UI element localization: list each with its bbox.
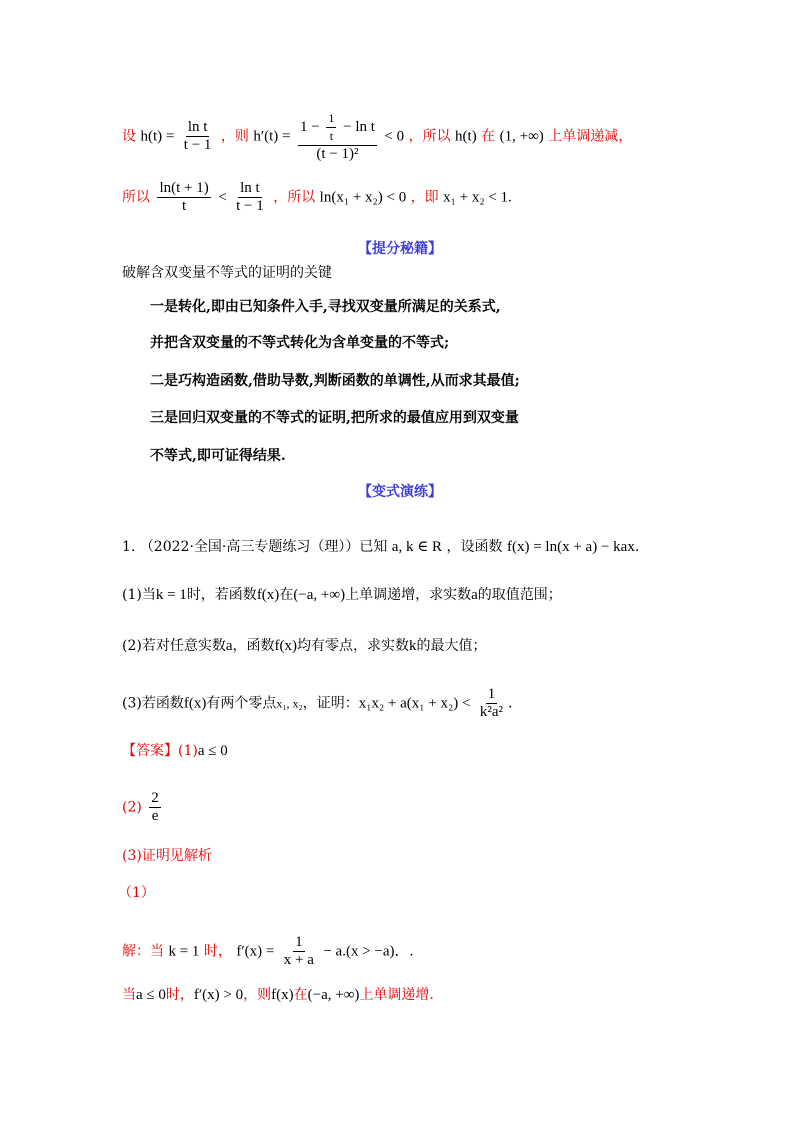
fraction-hp (298, 110, 377, 163)
ht-numerator: ln t (187, 119, 208, 135)
problem-source: （2022·全国·高三专题练习（理））已知 (139, 539, 388, 555)
tip-5: 不等式,即可证得结果. (150, 448, 286, 464)
interval-1: (1, +∞) (499, 128, 544, 145)
hp-less-zero: < 0 (384, 128, 405, 145)
answer-label: 【答案】 (122, 743, 178, 759)
hp-numerator: 1 − $\frac{1}{t}$ − ln t (298, 110, 377, 146)
answer-line-1: 【答案】(1)a ≤ 0 (122, 743, 228, 759)
solution-line-1: 解：当 k = 1 时， f′(x) = $\frac{1}{x + a}$ − a.(x > −a)．. (122, 934, 414, 968)
hp-denominator: (t − 1)² (316, 146, 359, 162)
tip-4: 三是回归双变量的不等式的证明,把所求的最值应用到双变量 (150, 410, 519, 426)
tips-intro: 破解含双变量不等式的证明的关键 (122, 265, 332, 281)
line-conclusion: 所以 $\frac{\ln(t + 1)}{t}$ < $\frac{\text{ln t}}{t - 1}$ ，所以 ln(x₁ + x₂) < 0 ，即 x₁ + x₂ < 1. (122, 180, 512, 214)
text-she: 设 (122, 128, 136, 145)
ht-denominator: t − 1 (183, 137, 212, 153)
fraction-k2a2: $\frac{1}{\text{k²a²}}$ (479, 686, 504, 720)
solution-line-2: 当a ≤ 0时，f′(x) > 0，则f(x)在(−a, +∞)上单调递增. (122, 987, 434, 1003)
problem-statement: 1. （2022·全国·高三专题练习（理））已知 a, k ∈ R ，设函数 f(x) = ln(x + a) − kax. (122, 539, 640, 555)
math-ln-sum: ln(x₁ + x₂) < 0 (319, 189, 407, 206)
hp-label: h′(t) = (253, 128, 291, 145)
text-tail: 上单调递减， (548, 128, 633, 145)
fraction-1-over-x-plus-a: $\frac{1}{x + a}$ (283, 934, 314, 968)
tips-heading: 【提分秘籍】 (358, 241, 442, 257)
text-ze: ，则 (220, 128, 249, 145)
answer-line-2: (2) $\frac{2}{e}$ (122, 790, 159, 824)
fraction-ln-t-plus-1: $\frac{\ln(t + 1)}{t}$ (159, 180, 209, 214)
text-suoyi1: 所以 (122, 189, 150, 206)
ht-label: h(t) (140, 128, 163, 145)
question-3: (3)若函数f(x)有两个零点x₁, x₂，证明：x₁x₂ + a(x₁ + x₂) < $\frac{1}{\text{k²a²}}$ . (122, 686, 513, 720)
fraction-ln-t: $\frac{\text{ln t}}{t - 1}$ (236, 180, 264, 214)
tip-1: 一是转化,即由已知条件入手,寻找双变量所满足的关系式, (150, 299, 501, 315)
text-suoyi: ，所以 (408, 128, 451, 145)
variant-heading: 【变式演练】 (358, 484, 442, 500)
problem-condition: a, k ∈ R (391, 539, 443, 555)
question-2: (2)若对任意实数a，函数f(x)均有零点，求实数k的最大值； (122, 638, 487, 654)
fraction-ht (182, 119, 214, 154)
tip-3: 二是巧构造函数,借助导数,判断函数的单调性,从而求其最值; (150, 373, 520, 389)
ht-label-2: h(t) (455, 128, 477, 145)
problem-function: f(x) = ln(x + a) − kax (506, 539, 635, 555)
math-sum-lt-1: x₁ + x₂ < 1 (443, 189, 509, 206)
solution-part-1: （1） (118, 885, 155, 901)
text-zai: 在 (481, 128, 496, 145)
tip-2: 并把含双变量的不等式转化为含单变量的不等式; (150, 335, 450, 351)
question-1: (1)当k = 1时，若函数f(x)在(−a, +∞)上单调递增，求实数a的取值范围； (122, 587, 562, 603)
line-ht-derivative: 设 h(t) = $\frac{\text{ln t}}{t - 1}$ ，则 h′(t) = 1 − $\frac{1}{t}$ − ln t (t − 1)² < 0 ，所以 h(t) 在 (1, +∞) 上单调递减， (122, 111, 633, 162)
text-ji: ，即 (410, 189, 439, 206)
answer-line-3: (3)证明见解析 (122, 848, 212, 864)
text-suoyi2: ，所以 (273, 189, 316, 206)
problem-number: 1. (122, 539, 136, 555)
fraction-2-over-e: $\frac{2}{e}$ (151, 790, 159, 824)
